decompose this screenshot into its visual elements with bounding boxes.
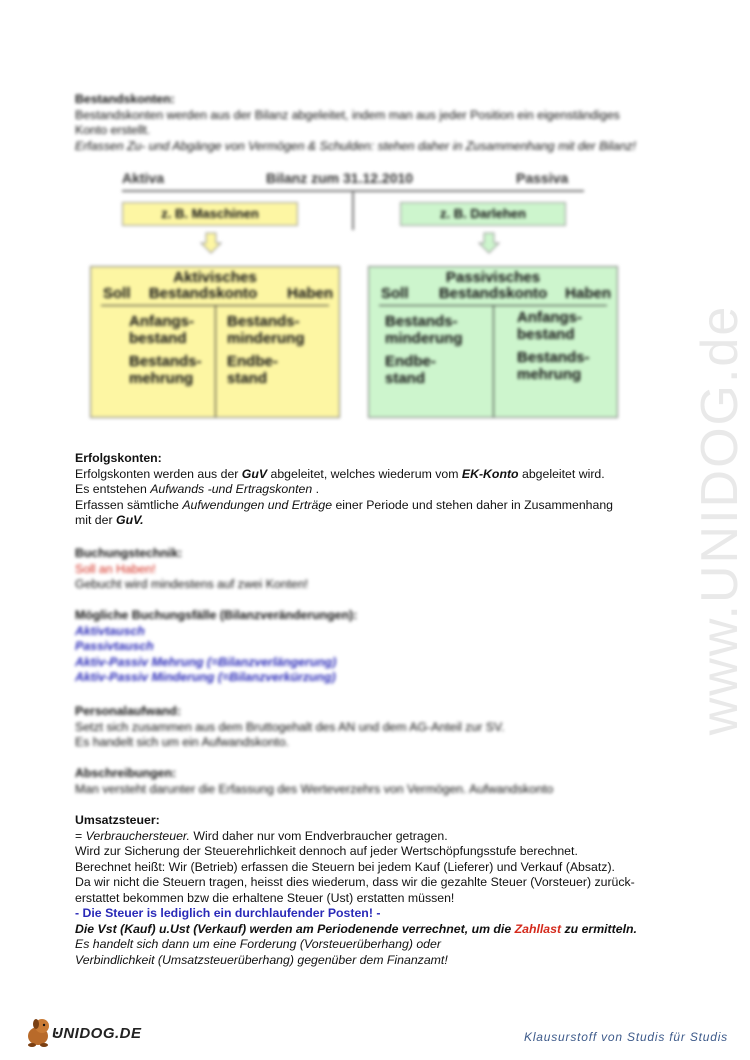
passiv-right-1a: Anfangs- [517,309,582,326]
umsatzsteuer-line-3: Berechnet heißt: Wir (Betrieb) erfassen die Steuern bei jedem Kauf (Lieferer) und Verkauf (Absatz). [75,859,615,874]
bestandskonten-line-2: Konto erstellt. [75,123,151,137]
passiv-soll-label: Soll [381,285,409,302]
passiv-haben-label: Haben [565,285,611,302]
umsatzsteuer-line-8: Es handelt sich dann um eine Forderung (Vorsteuerüberhang) oder [75,937,441,951]
aktiv-right-2a: Endbe- [227,353,278,370]
watermark: www.UNIDOG.de [691,304,749,736]
aktiv-box-title [91,269,339,286]
personalaufwand-heading: Personalaufwand: [75,704,181,718]
bestandskonten-heading: Bestandskonten: [75,92,175,106]
left-example-pill: z. B. Maschinen [122,202,298,226]
aktiv-left-cell-1 [129,313,194,347]
text-run: Wird daher nur vom Endverbraucher getragen. [189,828,448,843]
passiv-right-2a: Bestands- [517,349,590,366]
umsatzsteuer-line-7 [75,922,637,938]
passiv-bestandskonto-box [368,266,618,418]
erfolgskonten-line-4 [75,513,613,529]
personalaufwand-line-1: Setzt sich zusammen aus dem Bruttogehalt des AN und dem AG-Anteil zur SV. [75,719,505,734]
erfolgskonten-line-2 [75,482,613,498]
aktiva-label: Aktiva [122,170,165,186]
aufwands-ertragskonten-term: Aufwands -und Ertragskonten [150,482,313,496]
passiv-left-cell-2 [385,353,436,387]
aktiv-left-1b: bestand [129,330,187,347]
down-arrow-icon [200,232,222,254]
aktiv-right-1b: minderung [227,330,305,347]
bestandskonten-line-3: Erfassen Zu- und Abgänge von Vermögen & Schulden: stehen daher in Zusammenhang mit der Bilanz! [75,138,636,153]
abschreibungen-section [75,766,553,797]
buchungstechnik-heading: Buchungstechnik: [75,546,183,560]
erfolgskonten-heading: Erfolgskonten: [75,451,162,465]
bestandskonten-line-1: Bestandskonten werden aus der Bilanz abgeleitet, indem man aus jeder Position ein eigenständiges [75,107,620,122]
aktiv-box-subtitle: Bestandskonto [148,285,258,302]
passiv-box-title: Passivisches [445,269,541,286]
aktiv-bestandskonto-box [90,266,340,418]
aktiv-soll-label: Soll [103,285,131,302]
erfolgskonten-line-1 [75,467,613,483]
buchungsfaelle-heading: Mögliche Buchungsfälle (Bilanzveränderungen): [75,608,358,622]
aktiv-left-cell-2 [129,353,202,387]
aktiv-right-cell-1 [227,313,305,347]
soll-an-haben-line: Soll an Haben! [75,561,156,576]
buchungstechnik-section [75,546,308,593]
logo-text: UNIDOG.DE [52,1025,142,1042]
aktiv-left-1a: Anfangs- [129,313,194,330]
passiv-left-2b: stand [385,370,426,387]
passiv-left-1a: Bestands- [385,313,458,330]
abschreibungen-heading: Abschreibungen: [75,766,177,780]
umsatzsteuer-section [75,813,637,968]
aktiv-right-2b: stand [227,370,268,387]
aktiv-haben-label: Haben [287,285,333,302]
umsatzsteuer-line-5: erstattet bekommen bzw die erhaltene Steuer (Ust) erstatten müssen! [75,890,455,905]
guv-term: GuV [241,466,268,481]
passiv-left-cell-1 [385,313,463,347]
erfolgskonten-section [75,451,613,529]
text-run: Die Vst (Kauf) u.Ust (Verkauf) werden am Periodenende verrechnet, um die [75,921,515,936]
passiv-box-subtitle: Bestandskonto [438,285,548,302]
passiv-left-2a: Endbe- [385,353,436,370]
text-run: zu ermitteln. [561,921,637,936]
passiv-right-2b: mehrung [517,366,582,383]
footer-tagline: Klausurstoff von Studis für Studis [524,1030,728,1044]
aktiv-right-cell-2 [227,353,278,387]
passiv-t-vertical [493,305,494,417]
text-run: Es entstehen [75,482,151,496]
ek-konto-term: EK-Konto [461,466,519,481]
buchungsfall-item: Aktiv-Passiv Minderung (=Bilanzverkürzung) [75,670,336,684]
durchlaufender-posten-line: - Die Steuer is lediglich ein durchlaufender Posten! - [75,906,381,920]
buchungsfall-item: Aktiv-Passiv Mehrung (=Bilanzverlängerung) [75,654,337,669]
buchungsfall-item: Passivtausch [75,639,154,653]
text-run: = [75,828,86,843]
personalaufwand-line-2: Es handelt sich um ein Aufwandskonto. [75,735,289,749]
passiv-right-cell-1 [517,309,582,343]
passiva-label: Passiva [516,170,569,186]
buchungsfall-item: Aktivtausch [75,623,145,638]
umsatzsteuer-line-1 [75,829,637,845]
bilanz-label: Bilanz zum 31.12.2010 [266,170,414,186]
text-run: einer Periode und stehen daher in Zusammenhang [332,497,614,512]
text-run: Erfassen sämtliche [75,497,183,512]
passiv-left-1b: minderung [385,330,463,347]
aufwendungen-ertraege-term: Aufwendungen und Erträge [182,497,333,512]
bilanz-diagram [88,168,628,420]
guv-term: GuV. [116,513,144,527]
umsatzsteuer-line-9: Verbindlichkeit (Umsatzsteuerüberhang) gegenüber dem Finanzamt! [75,952,448,967]
text-run: . [312,482,320,496]
text-run: mit der [75,513,116,527]
personalaufwand-section [75,704,504,751]
buchungsfaelle-section [75,608,357,686]
text-run: abgeleitet, welches wiederum vom [267,466,462,481]
bestandskonten-section [75,92,636,154]
aktiv-left-2b: mehrung [129,370,194,387]
down-arrow-icon [478,232,500,254]
aktiv-right-1a: Bestands- [227,313,300,330]
umsatzsteuer-line-4: Da wir nicht die Steuern tragen, heisst dies wiederum, dass wir die gezahlte Steuer (Vorsteuer) zurück- [75,875,635,889]
passiv-right-1b: bestand [517,326,575,343]
right-example-pill: z. B. Darlehen [400,202,566,226]
aktiv-title-1: Aktivisches [173,269,257,286]
aktiv-t-vertical [215,305,216,417]
verbrauchersteuer-term: Verbrauchersteuer. [85,828,190,843]
passiv-right-cell-2 [517,349,590,383]
text-run: Erfolgskonten werden aus der [75,466,242,481]
aktiv-left-2a: Bestands- [129,353,202,370]
text-run: abgeleitet wird. [518,466,605,481]
buchungstechnik-line: Gebucht wird mindestens auf zwei Konten! [75,577,309,591]
erfolgskonten-line-3 [75,498,613,514]
bilanz-divider [352,192,354,230]
umsatzsteuer-heading: Umsatzsteuer: [75,813,160,827]
zahllast-term: Zahllast [514,921,562,936]
umsatzsteuer-line-2: Wird zur Sicherung der Steuerehrlichkeit dennoch auf jeder Wertschöpfungsstufe berechnet. [75,844,578,858]
abschreibungen-line: Man versteht darunter die Erfassung des Werteverzehrs von Vermögen. Aufwandskonto [75,781,554,796]
